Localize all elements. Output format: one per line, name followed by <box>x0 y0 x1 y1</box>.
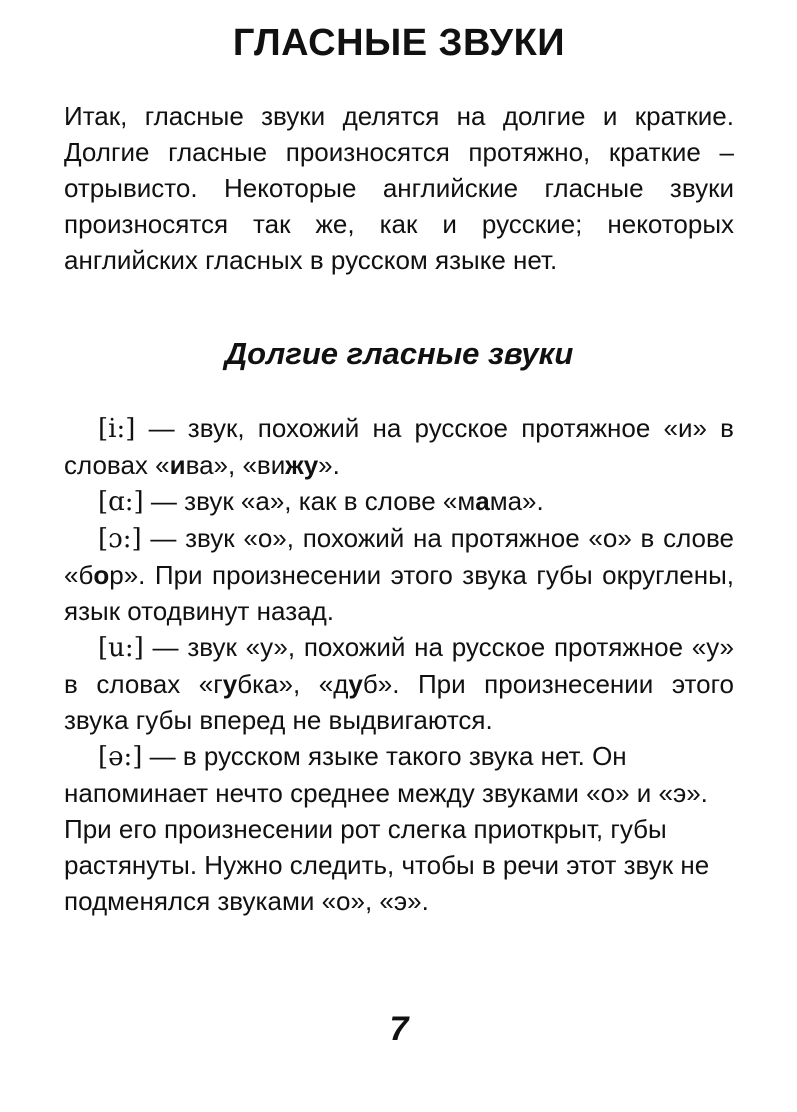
page-number: 7 <box>389 1010 409 1048</box>
vowel-description: — звук «о», похожий на протяжное «о» в слове «б <box>64 523 734 590</box>
intro-paragraph: Итак, гласные звуки делятся на долгие и краткие. Долгие гласные произносятся протяжно, краткие – отрывисто. Некоторые английские гласные звуки произносятся так же, как и русские; некоторых английских гласных в русском языке нет. <box>64 101 734 275</box>
ipa-symbol: [ə:] <box>98 742 143 772</box>
ipa-symbol: [ɔ:] <box>98 524 142 554</box>
vowel-description: б». При произнесении этого звука губы вперед не выдвигаются. <box>64 669 734 735</box>
section-subtitle: Долгие гласные звуки <box>224 336 574 371</box>
vowel-description: — звук «а», как в слове «м <box>143 486 476 516</box>
highlighted-letter: жу <box>285 450 319 480</box>
vowel-entry-o <box>64 520 734 629</box>
ipa-symbol: [ɑ:] <box>98 487 144 517</box>
vowel-entry-schwa <box>64 738 734 919</box>
vowel-description: ва», «ви <box>185 450 286 480</box>
highlighted-letter: у <box>348 669 363 699</box>
ipa-symbol: [u:] <box>98 633 144 663</box>
ipa-symbol: [i:] <box>98 414 136 444</box>
vowel-description: р». При произнесении этого звука губы округлены, язык отодвинут назад. <box>64 560 734 626</box>
vowel-entry-u <box>64 629 734 738</box>
page <box>64 0 734 1112</box>
vowel-description: бка», «д <box>237 669 349 699</box>
vowel-description: — звук, похожий на русское протяжное «и» в словах « <box>64 413 734 480</box>
highlighted-letter: и <box>169 450 186 480</box>
vowel-description: ». <box>318 450 340 480</box>
highlighted-letter: о <box>93 560 110 590</box>
vowel-entry-a <box>64 483 734 520</box>
long-vowels-list <box>64 410 734 919</box>
highlighted-letter: у <box>222 669 238 699</box>
vowel-description: — звук «у», похожий на русское протяжное «у» в словах «г <box>64 632 734 699</box>
highlighted-letter: а <box>475 486 490 516</box>
vowel-entry-i <box>64 410 734 483</box>
page-title: ГЛАСНЫЕ ЗВУКИ <box>232 22 566 64</box>
vowel-description: ма». <box>489 486 544 516</box>
vowel-description: — в русском языке такого звука нет. Он напоминает нечто среднее между звуками «о» и «э». При его произнесении рот слегка приоткрыт, губы растянуты. Нужно следить, чтобы в речи этот звук не подменялся звуками «о», «э». <box>64 741 710 916</box>
